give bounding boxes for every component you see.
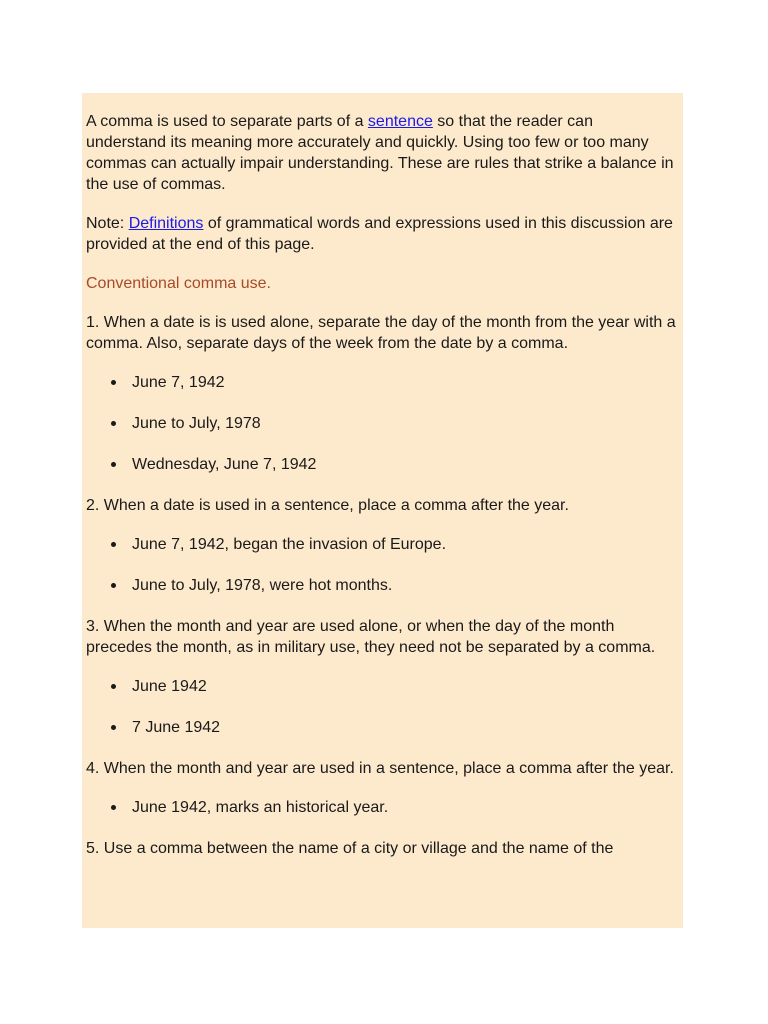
rule-1-examples bbox=[86, 372, 676, 475]
example-item: June 1942, marks an historical year. bbox=[86, 797, 676, 818]
rule-3-text: 3. When the month and year are used alone, or when the day of the month precedes the month, as in military use, they need not be separated by a comma. bbox=[86, 618, 656, 656]
intro-paragraph bbox=[86, 111, 676, 195]
example-item: June to July, 1978, were hot months. bbox=[86, 575, 676, 596]
note-text-after-link: of grammatical words and expressions used in this discussion are provided at the end of this page. bbox=[86, 215, 673, 253]
intro-text-before-link: A comma is used to separate parts of a bbox=[86, 113, 368, 130]
note-paragraph bbox=[86, 213, 676, 255]
section-heading: Conventional comma use. bbox=[86, 275, 271, 292]
rule-1-text: 1. When a date is is used alone, separate the day of the month from the year with a comma. Also, separate days of the week from the date by a comma. bbox=[86, 314, 676, 352]
rule-4-examples bbox=[86, 797, 676, 818]
rule-3-examples bbox=[86, 676, 676, 738]
note-text-before-link: Note: bbox=[86, 215, 129, 232]
rule-5-text: 5. Use a comma between the name of a city or village and the name of the bbox=[86, 840, 614, 857]
rule-4-text: 4. When the month and year are used in a sentence, place a comma after the year. bbox=[86, 760, 674, 777]
rule-2-text: 2. When a date is used in a sentence, place a comma after the year. bbox=[86, 497, 569, 514]
intro-text-after-link: so that the reader can understand its meaning more accurately and quickly. Using too few or too many commas can actually impair understanding. These are rules that strike a balance in the use of commas. bbox=[86, 113, 674, 193]
sentence-link[interactable]: sentence bbox=[367, 113, 433, 130]
example-item: June 7, 1942 bbox=[86, 372, 676, 393]
rule-2-examples bbox=[86, 534, 676, 596]
example-item: Wednesday, June 7, 1942 bbox=[86, 454, 676, 475]
definitions-link[interactable]: Definitions bbox=[128, 215, 204, 232]
document-panel bbox=[82, 93, 683, 928]
example-item: June 1942 bbox=[86, 676, 676, 697]
example-item: June to July, 1978 bbox=[86, 413, 676, 434]
example-item: June 7, 1942, began the invasion of Europe. bbox=[86, 534, 676, 555]
document-content bbox=[86, 111, 676, 877]
example-item: 7 June 1942 bbox=[86, 717, 676, 738]
